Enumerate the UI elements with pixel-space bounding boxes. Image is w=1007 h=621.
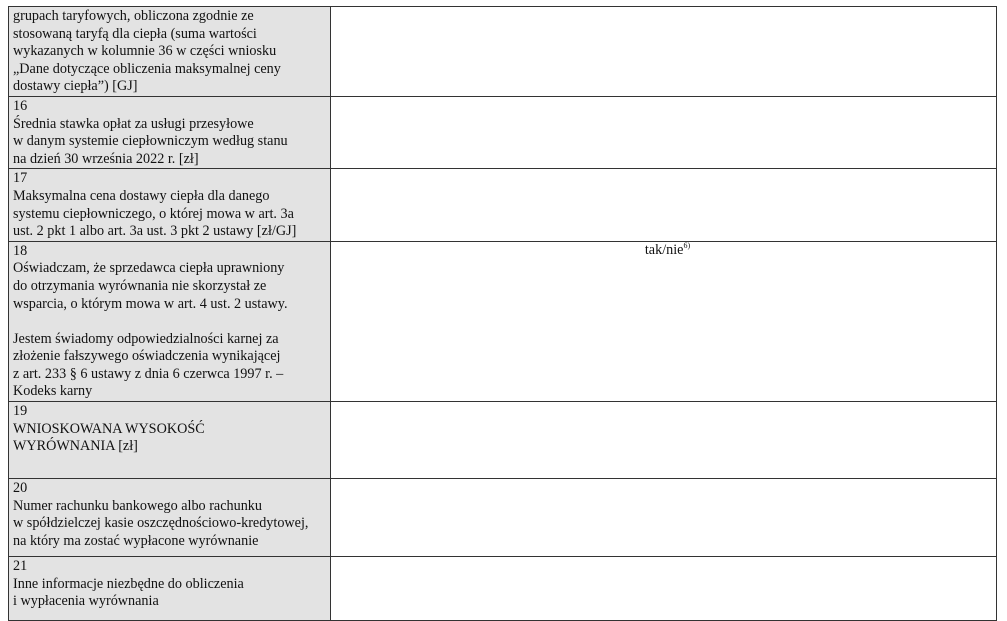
form-row bbox=[9, 402, 997, 479]
footnote-marker: 6) bbox=[683, 240, 691, 250]
row-value-cell[interactable] bbox=[331, 96, 997, 168]
row-description: Maksymalna cena dostawy ciepła dla danego systemu ciepłowniczego, o której mowa w art. 3a ust. 2 pkt 1 albo art. 3a ust. 3 pkt 2 ustawy [zł/GJ] bbox=[13, 187, 297, 240]
row-number: 19 bbox=[13, 403, 28, 420]
row-value-cell[interactable] bbox=[331, 241, 997, 401]
row-description: Średnia stawka opłat za usługi przesyłowe w danym systemie ciepłowniczym według stanu na dzień 30 września 2022 r. [zł] bbox=[13, 115, 288, 167]
form-row bbox=[9, 557, 997, 621]
row-label-cell bbox=[9, 479, 331, 557]
row-value-cell[interactable] bbox=[331, 7, 997, 97]
form-row bbox=[9, 241, 997, 401]
row-value-cell[interactable] bbox=[331, 402, 997, 479]
row-number: 16 bbox=[13, 97, 28, 114]
row-number: 20 bbox=[13, 480, 28, 497]
row-value-cell[interactable] bbox=[331, 169, 997, 241]
row-value-cell[interactable] bbox=[331, 479, 997, 557]
application-form-table bbox=[8, 6, 997, 621]
paragraph-gap bbox=[13, 313, 326, 331]
row-number: 18 bbox=[13, 242, 28, 259]
row-label-cell bbox=[9, 96, 331, 168]
row-description: Inne informacje niezbędne do obliczenia i wypłacenia wyrównania bbox=[13, 575, 244, 610]
form-row bbox=[9, 479, 997, 557]
row-label-cell bbox=[9, 402, 331, 479]
row-description: grupach taryfowych, obliczona zgodnie ze stosowaną taryfą dla ciepła (suma wartości wykazanych w kolumnie 36 w części wniosku „Dane dotyczące obliczenia maksymalnej ceny dostawy ciepła”) [GJ] bbox=[13, 8, 281, 95]
row-number: 17 bbox=[13, 170, 28, 187]
form-row bbox=[9, 7, 997, 97]
row-number: 21 bbox=[13, 558, 28, 575]
form-row bbox=[9, 169, 997, 241]
row-description: Numer rachunku bankowego albo rachunku w spółdzielczej kasie oszczędnościowo-kredytowej, na który ma zostać wypłacone wyrównanie bbox=[13, 497, 309, 549]
form-row bbox=[9, 96, 997, 168]
row-label-cell bbox=[9, 557, 331, 621]
yes-no-answer[interactable] bbox=[331, 242, 996, 260]
row-value-cell[interactable] bbox=[331, 557, 997, 621]
row-description: Oświadczam, że sprzedawca ciepła uprawniony do otrzymania wyrównania nie skorzystał ze wsparcia, o którym mowa w art. 4 ust. 2 ustawy. bbox=[13, 260, 288, 312]
row-label-cell bbox=[9, 169, 331, 241]
row-declaration: Jestem świadomy odpowiedzialności karnej za złożenie fałszywego oświadczenia wynikającej z art. 233 § 6 ustawy z dnia 6 czerwca 1997 r. – Kodeks karny bbox=[13, 330, 284, 400]
row-label-cell bbox=[9, 7, 331, 97]
yes-no-text: tak/nie bbox=[644, 241, 684, 258]
row-label-cell bbox=[9, 241, 331, 401]
row-description: WNIOSKOWANA WYSOKOŚĆ WYRÓWNANIA [zł] bbox=[13, 420, 205, 455]
